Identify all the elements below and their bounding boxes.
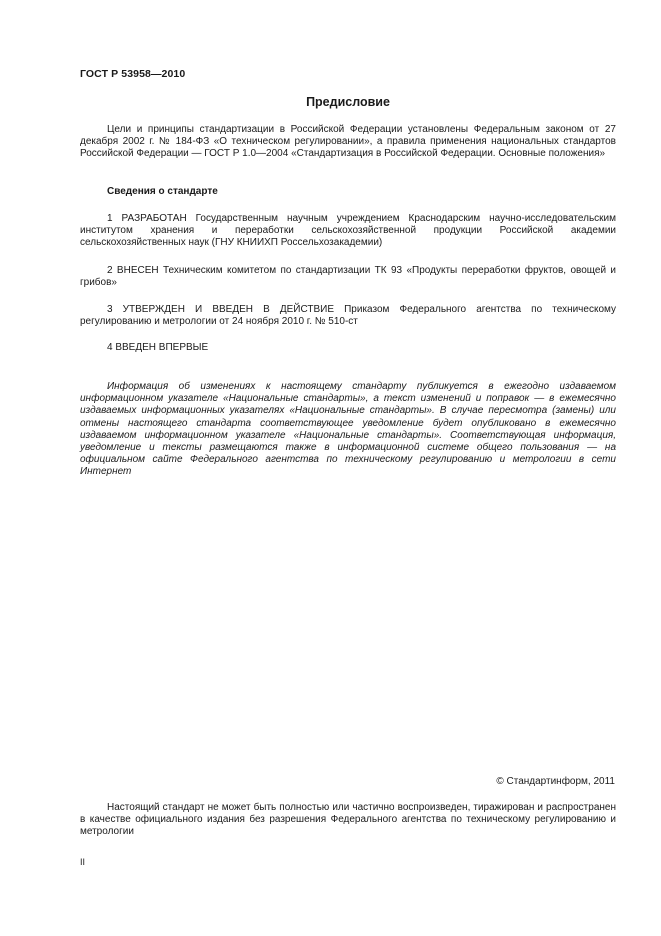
info-item-first-introduced: 4 ВВЕДЕН ВПЕРВЫЕ <box>107 342 209 353</box>
reproduction-notice: Настоящий стандарт не может быть полностью или частично воспроизведен, тиражирован и распространен в качестве официального издания без разрешения Федерального агентства по техническому регулированию и метрологии <box>80 802 616 838</box>
change-information-paragraph: Информация об изменениях к настоящему стандарту публикуется в ежегодно издаваемом информационном указателе «Национальные стандарты», а текст изменений и поправок — в ежемесячно издаваемых информационных указателях «Национальные стандарты». В случае пересмотра (замены) или отмены настоящего стандарта соответствующее уведомление будет опубликовано в ежемесячно издаваемом информационном указателе «Национальные стандарты». Соответствующая информация, уведомление и тексты размещаются также в информационной системе общего пользования — на официальном сайте Федерального агентства по техническому регулированию и метрологии в сети Интернет <box>80 381 616 478</box>
copyright-notice: © Стандартинформ, 2011 <box>496 776 615 787</box>
info-item-developed: 1 РАЗРАБОТАН Государственным научным учреждением Краснодарским научно-исследовательским институтом хранения и переработки сельскохозяйственной продукции Российской академии сельскохозяйственных наук (ГНУ КНИИХП Россельхозакадемии) <box>80 213 616 249</box>
page-number: II <box>80 857 86 867</box>
standard-code: ГОСТ Р 53958—2010 <box>80 68 186 80</box>
info-item-approved: 3 УТВЕРЖДЕН И ВВЕДЕН В ДЕЙСТВИЕ Приказом Федерального агентства по техническому регулированию и метрологии от 24 ноября 2010 г. № 510-ст <box>80 304 616 328</box>
foreword-intro-paragraph: Цели и принципы стандартизации в Российской Федерации установлены Федеральным законом от 27 декабря 2002 г. № 184-ФЗ «О техническом регулировании», а правила применения национальных стандартов Российской Федерации — ГОСТ Р 1.0—2004 «Стандартизация в Российской Федерации. Основные положения» <box>80 124 616 160</box>
standard-info-heading: Сведения о стандарте <box>107 186 218 197</box>
page-title: Предисловие <box>306 95 390 109</box>
info-item-submitted: 2 ВНЕСЕН Техническим комитетом по стандартизации ТК 93 «Продукты переработки фруктов, овощей и грибов» <box>80 265 616 289</box>
